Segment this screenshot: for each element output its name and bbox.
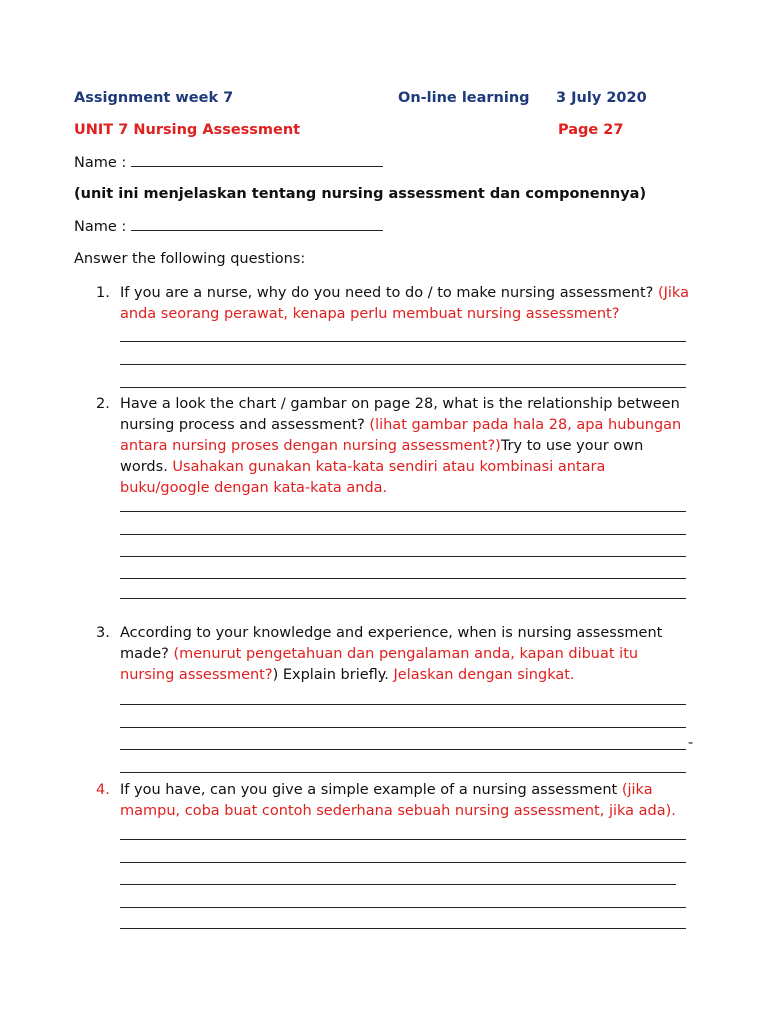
question-text: If you are a nurse, why do you need to do / to make nursing assessment? (Jika anda seorang perawat, kenapa perlu membuat nursing assessment?	[120, 285, 689, 322]
question-text: Have a look the chart / gambar on page 28, what is the relationship between nursing process and assessment? (lihat gambar pada hala 28, apa hubungan antara nursing proses dengan nursing assessment?)Try to use your own words. Usahakan gunakan kata-kata sendiri atau kombinasi antara buku/google dengan kata-kata anda.	[120, 396, 682, 496]
answer-line[interactable]	[120, 907, 686, 908]
answer-line[interactable]	[120, 578, 686, 579]
answer-line[interactable]	[120, 704, 686, 705]
answer-line[interactable]	[120, 387, 686, 388]
question-number: 4.	[96, 782, 110, 798]
answer-line[interactable]	[120, 511, 686, 512]
name-blank-line[interactable]	[131, 154, 383, 167]
answer-line[interactable]	[120, 556, 686, 557]
answer-line[interactable]	[120, 341, 686, 342]
answer-line[interactable]	[120, 839, 686, 840]
name-label: Name :	[74, 219, 127, 235]
answer-line[interactable]	[120, 364, 686, 365]
answer-line[interactable]	[120, 772, 686, 773]
question-text: If you have, can you give a simple example of a nursing assessment (jika mampu, coba buat contoh sederhana sebuah nursing assessment, jika ada).	[120, 782, 676, 819]
page-reference: Page 27	[558, 122, 624, 138]
answer-line[interactable]	[120, 862, 686, 863]
assignment-date: 3 July 2020	[556, 90, 647, 106]
name-field-2	[74, 218, 383, 235]
trailing-mark: -	[688, 735, 694, 751]
answer-line[interactable]	[120, 727, 686, 728]
name-field-1	[74, 154, 383, 171]
answer-line[interactable]	[120, 534, 686, 535]
question-number: 3.	[96, 625, 110, 641]
assignment-title: Assignment week 7	[74, 90, 234, 106]
unit-note: (unit ini menjelaskan tentang nursing assessment dan componennya)	[74, 186, 647, 202]
answer-line[interactable]	[120, 928, 686, 929]
learning-mode: On-line learning	[398, 90, 530, 106]
name-blank-line[interactable]	[131, 218, 383, 231]
question-text: According to your knowledge and experience, when is nursing assessment made? (menurut pengetahuan dan pengalaman anda, kapan dibuat itu nursing assessment?) Explain briefly. Jelaskan dengan singkat.	[120, 625, 663, 683]
answer-line[interactable]	[120, 598, 686, 599]
question-number: 2.	[96, 396, 110, 412]
answer-line[interactable]	[120, 884, 676, 885]
unit-title: UNIT 7 Nursing Assessment	[74, 122, 301, 138]
answer-line[interactable]	[120, 749, 686, 750]
instruction-text: Answer the following questions:	[74, 251, 306, 267]
name-label: Name :	[74, 155, 127, 171]
question-number: 1.	[96, 285, 110, 301]
